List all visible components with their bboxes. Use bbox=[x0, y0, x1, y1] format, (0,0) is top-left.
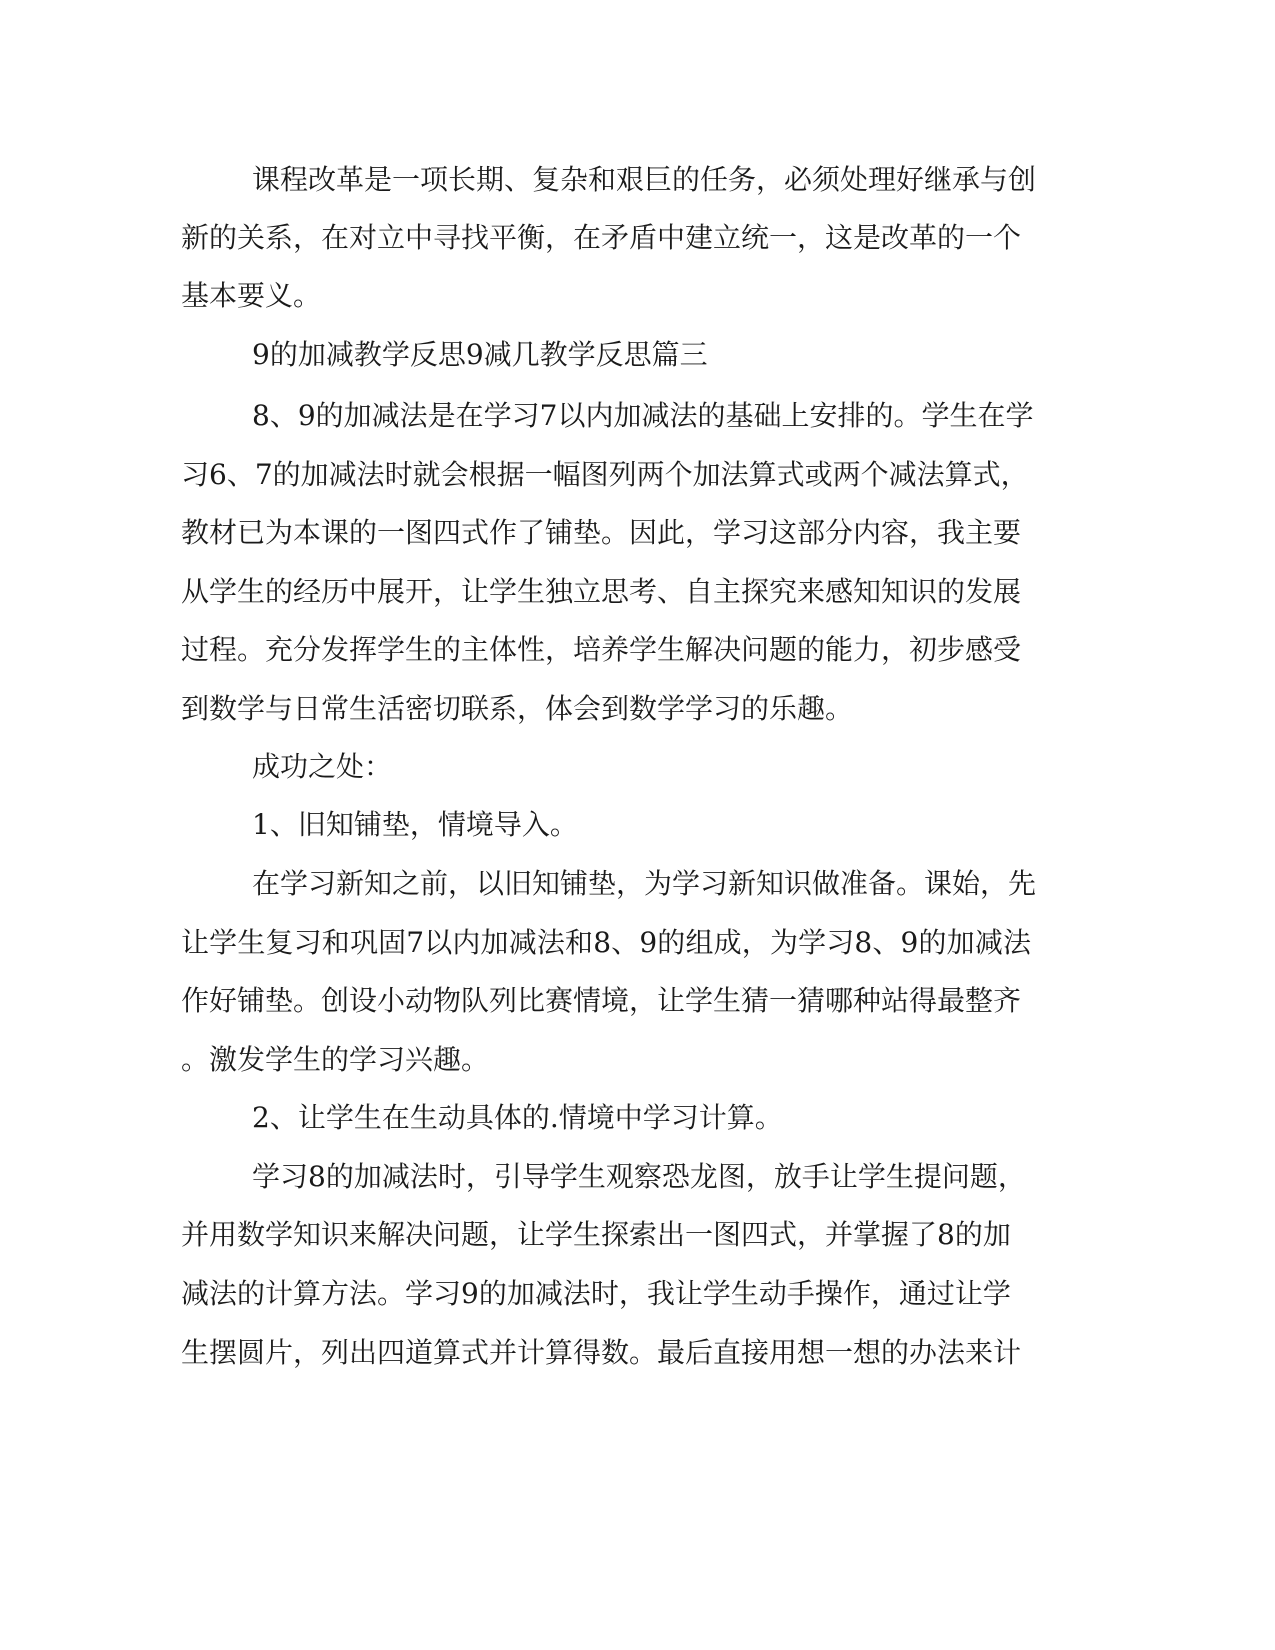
paragraph-line: 生摆圆片，列出四道算式并计算得数。最后直接用想一想的办法来计 bbox=[181, 1336, 1022, 1369]
paragraph-line: 新的关系，在对立中寻找平衡，在矛盾中建立统一，这是改革的一个 bbox=[181, 221, 1022, 254]
paragraph-line: 过程。充分发挥学生的主体性，培养学生解决问题的能力，初步感受 bbox=[181, 633, 1022, 666]
paragraph-line: 减法的计算方法。学习9的加减法时，我让学生动手操作，通过让学 bbox=[181, 1277, 1011, 1310]
paragraph-line: 习6、7的加减法时就会根据一幅图列两个加法算式或两个减法算式， bbox=[181, 458, 1029, 491]
paragraph-line: 让学生复习和巩固7以内加减法和8、9的组成，为学习8、9的加减法 bbox=[181, 926, 1031, 959]
paragraph-line: 到数学与日常生活密切联系，体会到数学学习的乐趣。 bbox=[181, 692, 854, 725]
section-heading: 9的加减教学反思9减几教学反思篇三 bbox=[252, 338, 708, 371]
paragraph-line: 课程改革是一项长期、复杂和艰巨的任务，必须处理好继承与创 bbox=[252, 163, 1037, 196]
paragraph-line: 。激发学生的学习兴趣。 bbox=[181, 1043, 490, 1076]
section-heading: 1、旧知铺垫，情境导入。 bbox=[252, 808, 578, 841]
paragraph-line: 学习8的加减法时，引导学生观察恐龙图，放手让学生提问题， bbox=[252, 1160, 1026, 1193]
paragraph-line: 从学生的经历中展开，让学生独立思考、自主探究来感知知识的发展 bbox=[181, 575, 1022, 608]
paragraph-line: 作好铺垫。创设小动物队列比赛情境，让学生猜一猜哪种站得最整齐 bbox=[181, 984, 1022, 1017]
paragraph-line: 教材已为本课的一图四式作了铺垫。因此，学习这部分内容，我主要 bbox=[181, 516, 1022, 549]
paragraph-line: 在学习新知之前，以旧知铺垫，为学习新知识做准备。课始，先 bbox=[252, 867, 1037, 900]
section-heading: 2、让学生在生动具体的.情境中学习计算。 bbox=[252, 1101, 783, 1134]
paragraph-line: 8、9的加减法是在学习7以内加减法的基础上安排的。学生在学 bbox=[252, 399, 1034, 432]
paragraph-line: 基本要义。 bbox=[181, 279, 322, 312]
section-heading: 成功之处： bbox=[252, 750, 393, 783]
paragraph-line: 并用数学知识来解决问题，让学生探索出一图四式，并掌握了8的加 bbox=[181, 1218, 1011, 1251]
